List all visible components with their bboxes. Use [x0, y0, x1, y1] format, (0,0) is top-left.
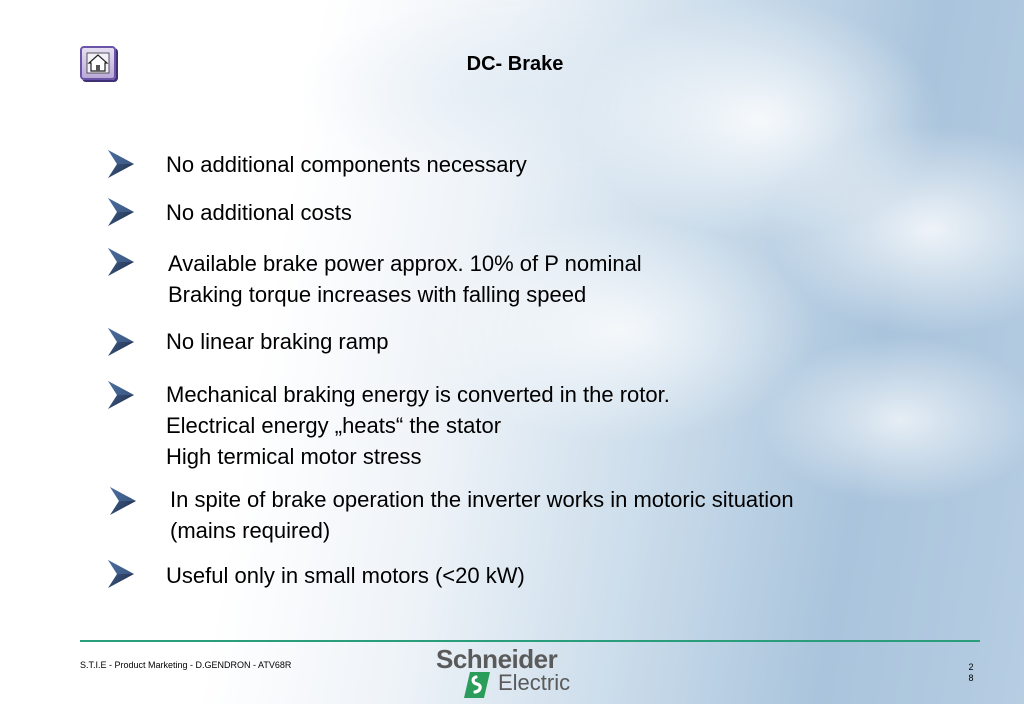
page-number [966, 662, 976, 684]
bullet-text [166, 326, 389, 357]
bullet-text [170, 484, 794, 546]
arrow-bullet-icon [106, 246, 136, 278]
arrow-bullet-icon [106, 558, 136, 590]
bullet-text [166, 149, 527, 180]
bullet-text [166, 197, 352, 228]
bullet-line: No additional components necessary [166, 152, 527, 177]
bullet-line: Electrical energy „heats“ the stator [166, 413, 502, 438]
bullet-text [166, 560, 525, 591]
bullet-text [166, 379, 670, 472]
footer-divider [80, 640, 980, 642]
bullet-text [168, 248, 642, 310]
bullet-line: High termical motor stress [166, 444, 422, 469]
bullet-line: Mechanical braking energy is converted in the rotor. [166, 382, 670, 407]
bullet-line: (mains required) [170, 518, 331, 543]
bullet-line: No additional costs [166, 200, 352, 225]
bullet-line: No linear braking ramp [166, 329, 389, 354]
arrow-bullet-icon [106, 326, 136, 358]
bullet-line: Useful only in small motors (<20 kW) [166, 563, 525, 588]
arrow-bullet-icon [106, 148, 136, 180]
page-number-digit-1: 2 [968, 662, 974, 672]
logo-wordmark: Schneider [436, 644, 558, 674]
footer-credit: S.T.I.E - Product Marketing - D.GENDRON - ATV68R [80, 660, 292, 670]
page-number-digit-2: 8 [968, 673, 974, 683]
bullet-line: Available brake power approx. 10% of P nominal [168, 251, 642, 276]
page-title: DC- Brake [466, 53, 564, 75]
logo-subtitle: Electric [498, 670, 571, 695]
arrow-bullet-icon [108, 485, 138, 517]
bullet-line: Braking torque increases with falling speed [168, 282, 587, 307]
arrow-bullet-icon [106, 196, 136, 228]
bullet-line: In spite of brake operation the inverter works in motoric situation [170, 487, 794, 512]
arrow-bullet-icon [106, 379, 136, 411]
